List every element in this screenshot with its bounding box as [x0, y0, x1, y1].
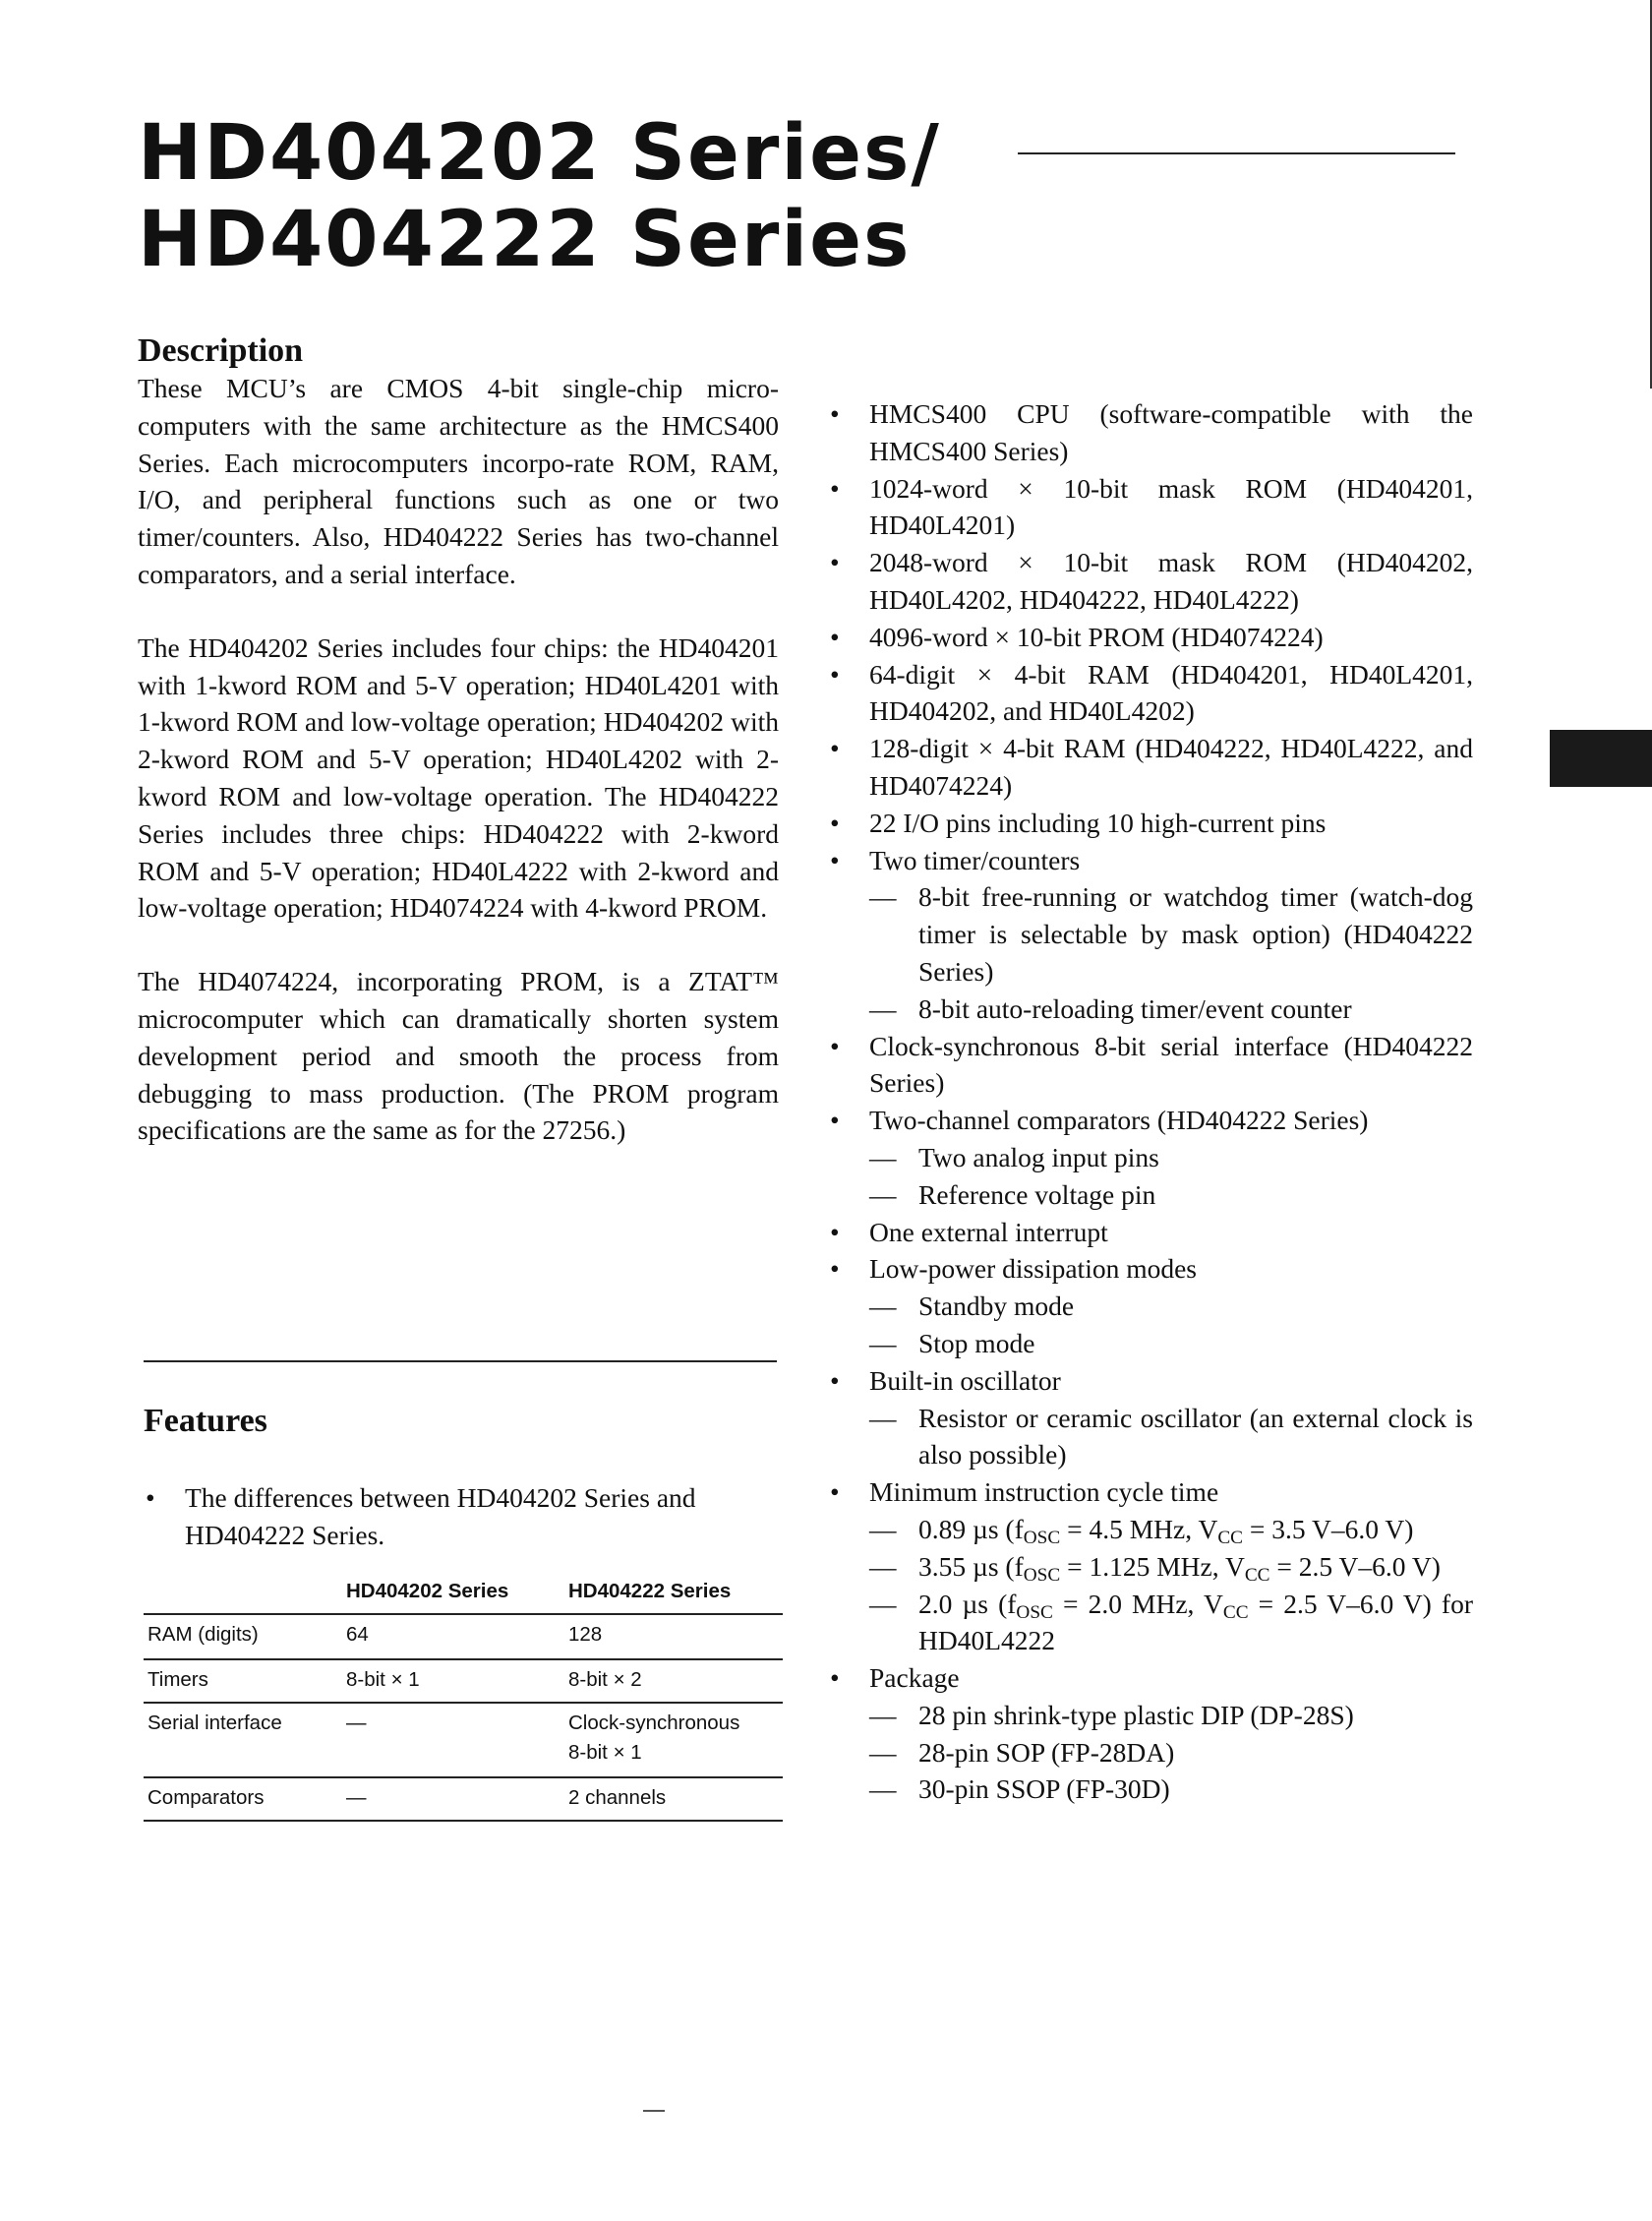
- table-header-hd404222: HD404222 Series: [568, 1580, 732, 1602]
- cycle-value: 3.55 µs (f: [918, 1550, 1024, 1582]
- list-item: [824, 1659, 1473, 1808]
- list-item-text: Two-channel comparators (HD404222 Series): [869, 1105, 1369, 1136]
- table-rule: [144, 1820, 783, 1822]
- sub-list-item-text: 30-pin SSOP (FP-30D): [918, 1773, 1170, 1805]
- subscript-osc: OSC: [1016, 1601, 1053, 1623]
- cycle-time-text: [918, 1550, 1441, 1586]
- table-cell-b-line2: 8-bit × 1: [568, 1741, 642, 1764]
- cycle-voltage: = 2.5 V–6.0 V): [1269, 1550, 1441, 1582]
- page-footer-mark: [643, 2110, 665, 2112]
- features-intro-text: The differences between HD404202 Series and HD404222 Series.: [185, 1482, 696, 1550]
- bullet-icon: •: [830, 1476, 840, 1508]
- cycle-time-item: [869, 1511, 1473, 1548]
- list-item: [824, 805, 1473, 842]
- sub-list-item-text: Standby mode: [918, 1291, 1075, 1322]
- sub-list-item: [869, 1139, 1473, 1176]
- sub-list: [869, 1697, 1473, 1808]
- sub-list-item: [869, 1288, 1473, 1325]
- description-heading: Description: [138, 332, 304, 369]
- cycle-frequency: = 2.0 MHz, V: [1052, 1588, 1223, 1619]
- table-cell-a: —: [346, 1786, 367, 1809]
- cycle-voltage: = 3.5 V–6.0 V): [1243, 1513, 1414, 1544]
- features-intro: [144, 1479, 783, 1554]
- list-item-text: 64-digit × 4-bit RAM (HD404201, HD40L4201, HD404202, and HD40L4202): [869, 658, 1473, 727]
- sub-list-item: [869, 1400, 1473, 1474]
- section-thumb-tab: [1550, 730, 1652, 787]
- title-line-1: HD404202 Series/: [138, 109, 941, 198]
- sub-list-item-text: 28-pin SOP (FP-28DA): [918, 1736, 1175, 1768]
- subscript-cc: CC: [1217, 1527, 1244, 1548]
- bullet-icon: •: [830, 733, 840, 764]
- bullet-icon: •: [830, 1216, 840, 1247]
- list-item: [824, 619, 1473, 656]
- dash-icon: —: [869, 1773, 897, 1805]
- list-item: [824, 1250, 1473, 1361]
- sub-list-item: [869, 1176, 1473, 1214]
- bullet-icon: •: [830, 1662, 840, 1694]
- sub-list-item-text: Two analog input pins: [918, 1141, 1159, 1172]
- dash-icon: —: [869, 1141, 897, 1172]
- description-section: [138, 332, 779, 1149]
- cycle-frequency: = 1.125 MHz, V: [1060, 1550, 1245, 1582]
- dash-icon: —: [869, 1291, 897, 1322]
- list-item-text: Clock-synchronous 8-bit serial interface (HD404222 Series): [869, 1030, 1473, 1099]
- list-item: [824, 842, 1473, 1028]
- list-item-text: Low-power dissipation modes: [869, 1253, 1198, 1285]
- section-divider: [144, 1360, 777, 1362]
- page-title: [138, 110, 941, 283]
- list-item: [824, 395, 1473, 470]
- table-cell-a: 8-bit × 1: [346, 1668, 420, 1691]
- table-cell-label: RAM (digits): [148, 1623, 259, 1646]
- table-row: [144, 1660, 783, 1702]
- cycle-time-item: [869, 1586, 1473, 1660]
- cycle-value: 0.89 µs (f: [918, 1513, 1024, 1544]
- list-item: [824, 1214, 1473, 1251]
- list-item: [824, 1473, 1473, 1659]
- subscript-osc: OSC: [1023, 1527, 1061, 1548]
- dash-icon: —: [869, 1178, 897, 1210]
- sub-list-item-text: 28 pin shrink-type plastic DIP (DP-28S): [918, 1699, 1354, 1730]
- bullet-icon: •: [830, 621, 840, 652]
- table-cell-b: 2 channels: [568, 1786, 667, 1809]
- bullet-icon: •: [830, 807, 840, 838]
- bullet-icon: •: [830, 1253, 840, 1285]
- sub-list-item-text: 8-bit free-running or watchdog timer (watch-dog timer is selectable by mask option) (HD404222 Series): [918, 881, 1473, 987]
- description-paragraph-2: The HD404202 Series includes four chips: the HD404201 with 1-kword ROM and 5-V operation; HD40L4201 with 1-kword ROM and low-voltage operation; HD404202 with 2-kword ROM and 5-V operation; HD40L4202 with 2-kword ROM and low-voltage operation. The HD404222 Series includes three chips: HD404222 with 2-kword ROM and 5-V operation; HD40L4222 with 2-kword and low-voltage operation; HD4074224 with 4-kword PROM.: [138, 631, 779, 924]
- table-cell-b: 8-bit × 2: [568, 1668, 642, 1691]
- sub-list: [869, 1511, 1473, 1659]
- list-item-text: One external interrupt: [869, 1216, 1108, 1247]
- dash-icon: —: [869, 1736, 897, 1768]
- features-section: [144, 1403, 783, 1554]
- dash-icon: —: [869, 1513, 897, 1544]
- feature-list: [824, 395, 1473, 1808]
- sub-list: [869, 878, 1473, 1027]
- list-item-text: 4096-word × 10-bit PROM (HD4074224): [869, 621, 1324, 652]
- cycle-voltage: = 2.5 V–6.0 V) for HD40L4222: [918, 1588, 1473, 1656]
- dash-icon: —: [869, 881, 897, 913]
- dash-icon: —: [869, 1588, 897, 1619]
- bullet-icon: •: [830, 844, 840, 875]
- sub-list-item-text: Reference voltage pin: [918, 1178, 1156, 1210]
- dash-icon: —: [869, 1402, 897, 1433]
- bullet-icon: •: [830, 1364, 840, 1396]
- bullet-icon: •: [146, 1482, 155, 1513]
- table-cell-label: Timers: [148, 1668, 208, 1691]
- cycle-time-text: [918, 1513, 1414, 1548]
- description-paragraph-3: The HD4074224, incorporating PROM, is a ZTAT™ microcomputer which can dramatically shorten system development period and smooth the process from debugging to mass production. (The PROM program specifications are the same as for the 27256.): [138, 966, 779, 1146]
- list-item: [824, 470, 1473, 545]
- description-paragraph-1: These MCU’s are CMOS 4-bit single-chip micro-computers with the same architecture as the HMCS400 Series. Each microcomputers incorpo-rate ROM, RAM, I/O, and peripheral functions such as one or two timer/counters. Also, HD404222 Series has two-channel comparators, and a serial interface.: [138, 373, 779, 589]
- list-item-text: 1024-word × 10-bit mask ROM (HD404201, HD40L4201): [869, 472, 1473, 541]
- comparison-table: [144, 1580, 783, 1822]
- cycle-time-item: [869, 1548, 1473, 1586]
- list-item: [824, 1362, 1473, 1473]
- cycle-frequency: = 4.5 MHz, V: [1060, 1513, 1218, 1544]
- table-header-row: [144, 1580, 783, 1613]
- bullet-icon: •: [830, 1030, 840, 1061]
- table-cell-label: Serial interface: [148, 1711, 282, 1734]
- sub-list-item: [869, 1697, 1473, 1734]
- sub-list: [869, 1288, 1473, 1362]
- sub-list-item-text: 8-bit auto-reloading timer/event counter: [918, 992, 1352, 1024]
- list-item-text: Minimum instruction cycle time: [869, 1476, 1219, 1508]
- sub-list-item: [869, 990, 1473, 1028]
- dash-icon: —: [869, 1327, 897, 1358]
- title-line-2: HD404222 Series: [138, 196, 912, 284]
- feature-list-column: [824, 395, 1473, 1808]
- list-item-text: 128-digit × 4-bit RAM (HD404222, HD40L4222, and HD4074224): [869, 733, 1473, 801]
- bullet-icon: •: [830, 547, 840, 578]
- table-cell-label: Comparators: [148, 1786, 265, 1809]
- subscript-cc: CC: [1244, 1564, 1270, 1586]
- subscript-cc: CC: [1222, 1601, 1249, 1623]
- bullet-icon: •: [830, 658, 840, 690]
- list-item-text: 2048-word × 10-bit mask ROM (HD404202, HD40L4202, HD404222, HD40L4222): [869, 547, 1473, 615]
- list-item: [824, 1102, 1473, 1213]
- title-rule: [1018, 152, 1455, 154]
- table-row: [144, 1615, 783, 1658]
- list-item-text: Package: [869, 1662, 960, 1694]
- list-item: [824, 1028, 1473, 1103]
- list-item: [824, 656, 1473, 731]
- table-row: [144, 1704, 783, 1776]
- sub-list-item: [869, 878, 1473, 990]
- list-item-text: 22 I/O pins including 10 high-current pins: [869, 807, 1327, 838]
- list-item-text: Two timer/counters: [869, 844, 1081, 875]
- cycle-value: 2.0 µs (f: [918, 1588, 1017, 1619]
- list-item: [824, 544, 1473, 619]
- table-header-hd404202: HD404202 Series: [346, 1580, 509, 1602]
- features-heading: Features: [144, 1403, 267, 1439]
- table-cell-a: 64: [346, 1623, 369, 1646]
- sub-list-item-text: Resistor or ceramic oscillator (an external clock is also possible): [918, 1402, 1473, 1471]
- table-cell-a: —: [346, 1711, 367, 1734]
- sub-list: [869, 1400, 1473, 1474]
- cycle-time-text: [918, 1589, 1473, 1656]
- sub-list-item: [869, 1734, 1473, 1771]
- sub-list-item: [869, 1771, 1473, 1808]
- list-item: [824, 730, 1473, 805]
- bullet-icon: •: [830, 1105, 840, 1136]
- table-cell-b: 128: [568, 1623, 603, 1646]
- sub-list-item-text: Stop mode: [918, 1327, 1035, 1358]
- dash-icon: —: [869, 992, 897, 1024]
- sub-list: [869, 1139, 1473, 1214]
- table-row: [144, 1778, 783, 1820]
- dash-icon: —: [869, 1550, 897, 1582]
- sub-list-item: [869, 1325, 1473, 1362]
- list-item-text: HMCS400 CPU (software-compatible with the HMCS400 Series): [869, 398, 1473, 466]
- bullet-icon: •: [830, 398, 840, 429]
- list-item-text: Built-in oscillator: [869, 1364, 1061, 1396]
- subscript-osc: OSC: [1023, 1564, 1061, 1586]
- dash-icon: —: [869, 1699, 897, 1730]
- table-cell-b: Clock-synchronous: [568, 1711, 740, 1734]
- bullet-icon: •: [830, 472, 840, 504]
